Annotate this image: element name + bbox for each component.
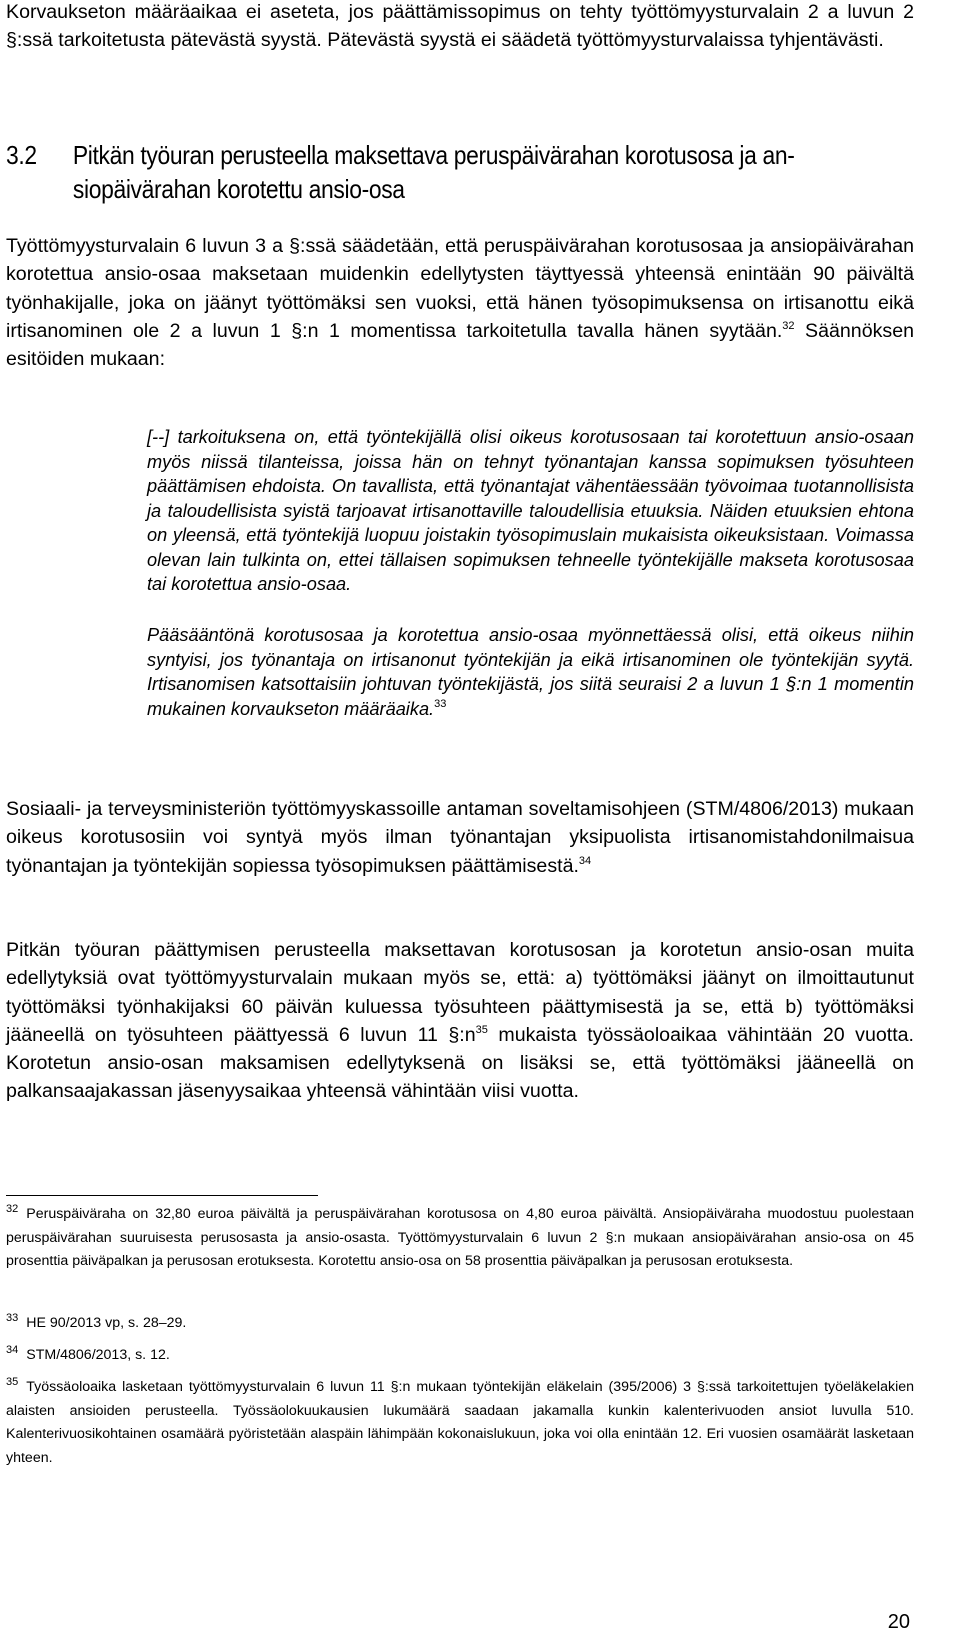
footnote-32 <box>6 1203 914 1274</box>
paragraph-3-text-before: Pitkän työuran päättymisen perusteella maksettavan korotusosan ja korotetun ansio-osan muita edellytyksiä ovat työttömyysturvalain mukaan myös se, että: a) työttömäksi jäänyt on ilmoittautunut työttömäksi työnhakijaksi 60 päivän kuluessa työsuhteen päättymisestä ja se, että b) työttömäksi jääneellä on työsuhteen päättyessä 6 luvun 11 §:n <box>6 939 914 1046</box>
footnote-35-number: 35 <box>6 1376 19 1388</box>
paragraph-2 <box>6 795 914 880</box>
intro-paragraph <box>6 0 914 55</box>
footnote-34-number: 34 <box>6 1344 19 1356</box>
footnote-ref-32: 32 <box>782 319 795 332</box>
footnote-34 <box>6 1344 914 1368</box>
quote-2-text: Pääsääntönä korotusosaa ja korotettua ansio-osaa myönnettäessä olisi, että oikeus niihin syntyisi, jos työnantaja on irtisanonut työntekijän ja eikä irtisanominen ole työntekijän syytä. Irtisanomisen katsottaisiin johtuvan työntekijästä, jos siitä seuraisi 2 a luvun 1 §:n 1 momentin mukainen korvaukseton määräaika. <box>147 625 914 719</box>
page-number: 20 <box>887 1611 910 1633</box>
footnote-34-text: STM/4806/2013, s. 12. <box>26 1347 170 1363</box>
paragraph-1-tail: Säännöksen esitöiden mukaan: <box>6 319 914 371</box>
intro-paragraph-text: Korvaukseton määräaikaa ei aseteta, jos päättämissopimus on tehty työttömyysturvalain 2 a luvun 2 §:ssä tarkoitetusta pätevästä syystä. Pätevästä syystä ei säädetä työttömyysturvalaissa tyhjentävästi. <box>6 1 914 52</box>
footnote-32-text: Peruspäiväraha on 32,80 euroa päivältä ja peruspäivärahan korotusosa on 4,80 euroa päivältä. Ansiopäiväraha muodostuu puolestaan peruspäivärahan suuruisesta perusosasta ja ansio-osasta. Työttömyysturvalain 6 luvun 2 §:n mukaan ansiopäivärahan ansio-osa on 45 prosenttia päiväpalkan ja perusosan erotuksesta. Korotettu ansio-osa on 58 prosenttia päiväpalkan ja perusosan erotuksesta. <box>6 1206 914 1269</box>
footnote-35-text: Työssäoloaika lasketaan työttömyysturvalain 6 luvun 11 §:n mukaan työntekijän eläkelain (395/2006) 3 §:ssä tarkoitettujen työeläkelakien alaisten ansioiden perusteella. Työssäolokuukausien lukumäärä saadaan jakamalla kunkin kalenterivuoden ansiot luvulla 510. Kalenterivuosikohtainen osamäärä pyöristetään alaspäin lähimpään kokonaislukuun, joka voi olla enintään 12. Eri vuosien osamäärät lasketaan yhteen. <box>6 1379 914 1466</box>
footnote-33-text: HE 90/2013 vp, s. 28–29. <box>26 1315 187 1331</box>
paragraph-3-text-after: mukaista työssäoloaikaa vähintään 20 vuotta. Korotetun ansio-osan maksamisen edellytyksenä on lisäksi se, että työttömäksi jääneellä on palkansaajakassan jäsenyysaikaa yhteensä vähintään viisi vuotta. <box>6 1023 914 1103</box>
paragraph-1-text: Työttömyysturvalain 6 luvun 3 a §:ssä säädetään, että peruspäivärahan korotusosaa ja ansiopäivärahan korotettua ansio-osaa maksetaan muidenkin edellytysten täyttyessä yhteensä enintään 90 päivältä työnhakijalle, joka on jäänyt työttömäksi sen vuoksi, että hänen työsopimuksensa on irtisanottu eikä irtisanominen ole 2 a luvun 1 §:n 1 momentissa tarkoitetulla tavalla hänen syytään. <box>6 235 914 342</box>
footnote-33 <box>6 1312 914 1336</box>
paragraph-2-text: Sosiaali- ja terveysministeriön työttömyyskassoille antaman soveltamisohjeen (STM/4806/2013) mukaan oikeus korotusosiin voi syntyä myös ilman työnantajan yksipuolista irtisanomistahdonilmaisua työnantajan ja työntekijän sopiessa työsopimuksen päättämisestä. <box>6 798 914 877</box>
footnote-33-number: 33 <box>6 1312 19 1324</box>
section-number: 3.2 <box>6 140 37 170</box>
footnote-ref-35: 35 <box>475 1023 488 1036</box>
section-title-line1: Pitkän työuran perusteella maksettava peruspäivärahan korotusosa ja an- <box>72 140 795 170</box>
footnote-divider <box>6 1195 318 1196</box>
quote-1-text: [--] tarkoituksena on, että työntekijällä olisi oikeus korotusosaan tai korotettuun ansio-osaan myös niissä tilanteissa, joissa hän on tehnyt työnantajan kanssa sopimuksen työsuhteen päättämisen ehdoista. On tavallista, että työnantajat vähentäessään työvoimaa tuotannollisista ja taloudellisista syistä tarjoavat irtisanottaville taloudellisia etuuksia. Näiden etuuksien ehtona on yleensä, että työntekijä luopuu joistakin työsopimuslain mukaisista oikeuksistaan. Voimassa olevan lain tulkinta on, ettei tällaisen sopimuksen tehneelle työntekijälle makseta korotusosaa tai korotettua ansio-osaa. <box>147 427 914 594</box>
section-heading <box>6 138 805 206</box>
footnote-32-number: 32 <box>6 1203 19 1215</box>
quote-1 <box>147 425 914 597</box>
paragraph-1 <box>6 232 914 373</box>
footnote-ref-33: 33 <box>434 697 447 710</box>
footnote-35 <box>6 1376 914 1470</box>
paragraph-3 <box>6 936 914 1106</box>
section-title-line2: siopäivärahan korotettu ansio-osa <box>72 174 405 204</box>
footnote-ref-34: 34 <box>578 854 592 867</box>
quote-2 <box>147 623 914 721</box>
